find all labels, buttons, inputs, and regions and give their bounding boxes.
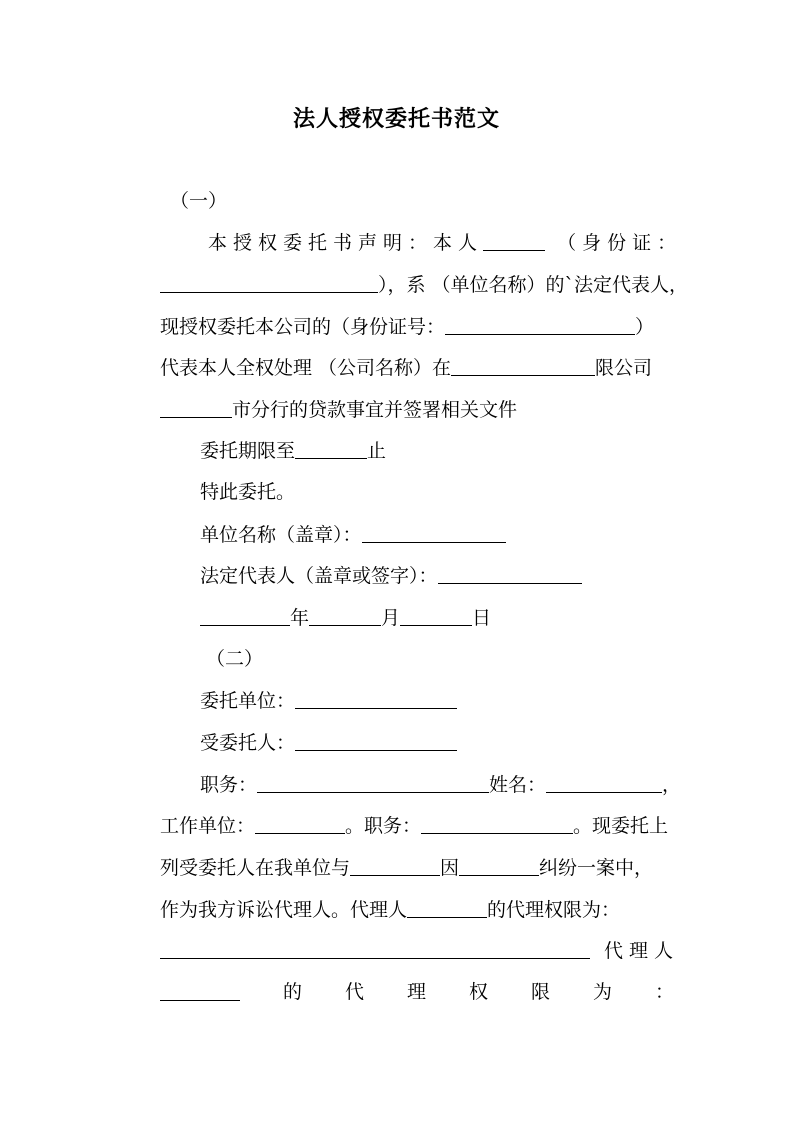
legal-rep-line [200, 561, 582, 590]
year-blank[interactable] [200, 605, 290, 626]
position-label-2: 。职务： [345, 815, 422, 837]
declaration-line-2 [160, 270, 688, 299]
term-label: 委托期限至 [200, 440, 296, 462]
agent-name-blank-3[interactable] [160, 980, 240, 1001]
loan-matters-text: 市分行的贷款事宜并签署相关文件 [232, 399, 518, 421]
position-blank[interactable] [257, 772, 489, 793]
now-entrust-text: 。现委托上 [573, 815, 669, 837]
agent-name-blank[interactable] [546, 772, 662, 793]
represent-text: 代表本人全权处理 （公司名称）在 [160, 357, 452, 379]
word-dai: 代 [344, 981, 364, 1003]
agent-label: 受委托人： [200, 732, 296, 754]
declaration-line-3 [160, 312, 654, 341]
authorize-text: 现授权委托本公司的（身份证号： [160, 316, 446, 338]
org-seal-label: 单位名称（盖章）： [200, 524, 362, 546]
litigation-agent-line [160, 895, 620, 924]
word-li: 理 [406, 981, 426, 1003]
legal-rep-blank[interactable] [438, 563, 582, 584]
dispute-text-b: 因 [440, 857, 460, 879]
declaration-text: 本授权委托书声明：本人 [208, 232, 484, 254]
org-seal-blank[interactable] [362, 522, 506, 543]
year-label: 年 [290, 607, 310, 629]
day-label: 日 [472, 607, 492, 629]
legal-rep-text: ），系 （单位名称）的`法定代表人， [378, 274, 689, 296]
word-quan: 权 [468, 981, 488, 1003]
month-label: 月 [381, 607, 401, 629]
month-blank[interactable] [309, 605, 381, 626]
limited-company-text: 限公司 [595, 357, 653, 379]
section-2-heading: （二） [206, 648, 264, 670]
dispute-type-blank[interactable] [459, 855, 539, 876]
term-blank[interactable] [295, 438, 367, 459]
declaration-line-5 [160, 395, 517, 424]
name-blank[interactable] [483, 230, 545, 251]
document-title: 法人授权委托书范文 [292, 107, 500, 132]
word-colon: ： [654, 981, 674, 1003]
position-label: 职务： [200, 774, 258, 796]
word-de: 的 [282, 981, 302, 1003]
authority-blank[interactable] [160, 938, 590, 959]
work-unit-label: 工作单位： [160, 815, 256, 837]
paren-close: ） [635, 316, 655, 338]
work-unit-blank[interactable] [255, 813, 345, 834]
position-blank-2[interactable] [421, 813, 573, 834]
name-label: 姓名： [489, 774, 547, 796]
agent-name-blank-2[interactable] [407, 897, 487, 918]
entrusting-unit-blank[interactable] [295, 688, 457, 709]
word-wei: 为 [592, 981, 612, 1003]
work-unit-line [160, 811, 668, 840]
day-blank[interactable] [400, 605, 472, 626]
id-number-blank[interactable] [160, 272, 378, 293]
opposing-party-blank[interactable] [350, 855, 440, 876]
section-1-heading: （一） [170, 190, 228, 212]
term-line [200, 436, 386, 465]
entrusting-unit-label: 委托单位： [200, 690, 296, 712]
date-line [200, 603, 491, 632]
authority-line-2 [160, 978, 674, 1006]
dispute-text-a: 列受委托人在我单位与 [160, 857, 351, 879]
term-end: 止 [367, 440, 387, 462]
city-blank[interactable] [160, 397, 232, 418]
agent-text: 代理人 [604, 940, 680, 962]
dispute-text-c: 纠纷一案中， [539, 857, 654, 879]
id-number-blank-2[interactable] [445, 314, 635, 335]
comma: ， [662, 774, 682, 796]
agent-blank[interactable] [295, 730, 457, 751]
company-blank[interactable] [451, 355, 595, 376]
agent-line [200, 728, 457, 757]
word-xian: 限 [530, 981, 550, 1003]
litigation-text-b: 的代理权限为： [487, 899, 621, 921]
position-name-line [200, 770, 681, 799]
authority-line [160, 936, 679, 965]
dispute-line [160, 853, 653, 882]
litigation-text-a: 作为我方诉讼代理人。代理人 [160, 899, 408, 921]
legal-rep-label: 法定代表人（盖章或签字）： [200, 565, 438, 587]
org-seal-line [200, 520, 506, 549]
closing-text: 特此委托。 [200, 481, 296, 503]
declaration-line-4 [160, 353, 652, 382]
id-card-label: （身份证： [557, 232, 683, 254]
declaration-line-1 [208, 228, 682, 257]
entrusting-unit-line [200, 686, 457, 715]
